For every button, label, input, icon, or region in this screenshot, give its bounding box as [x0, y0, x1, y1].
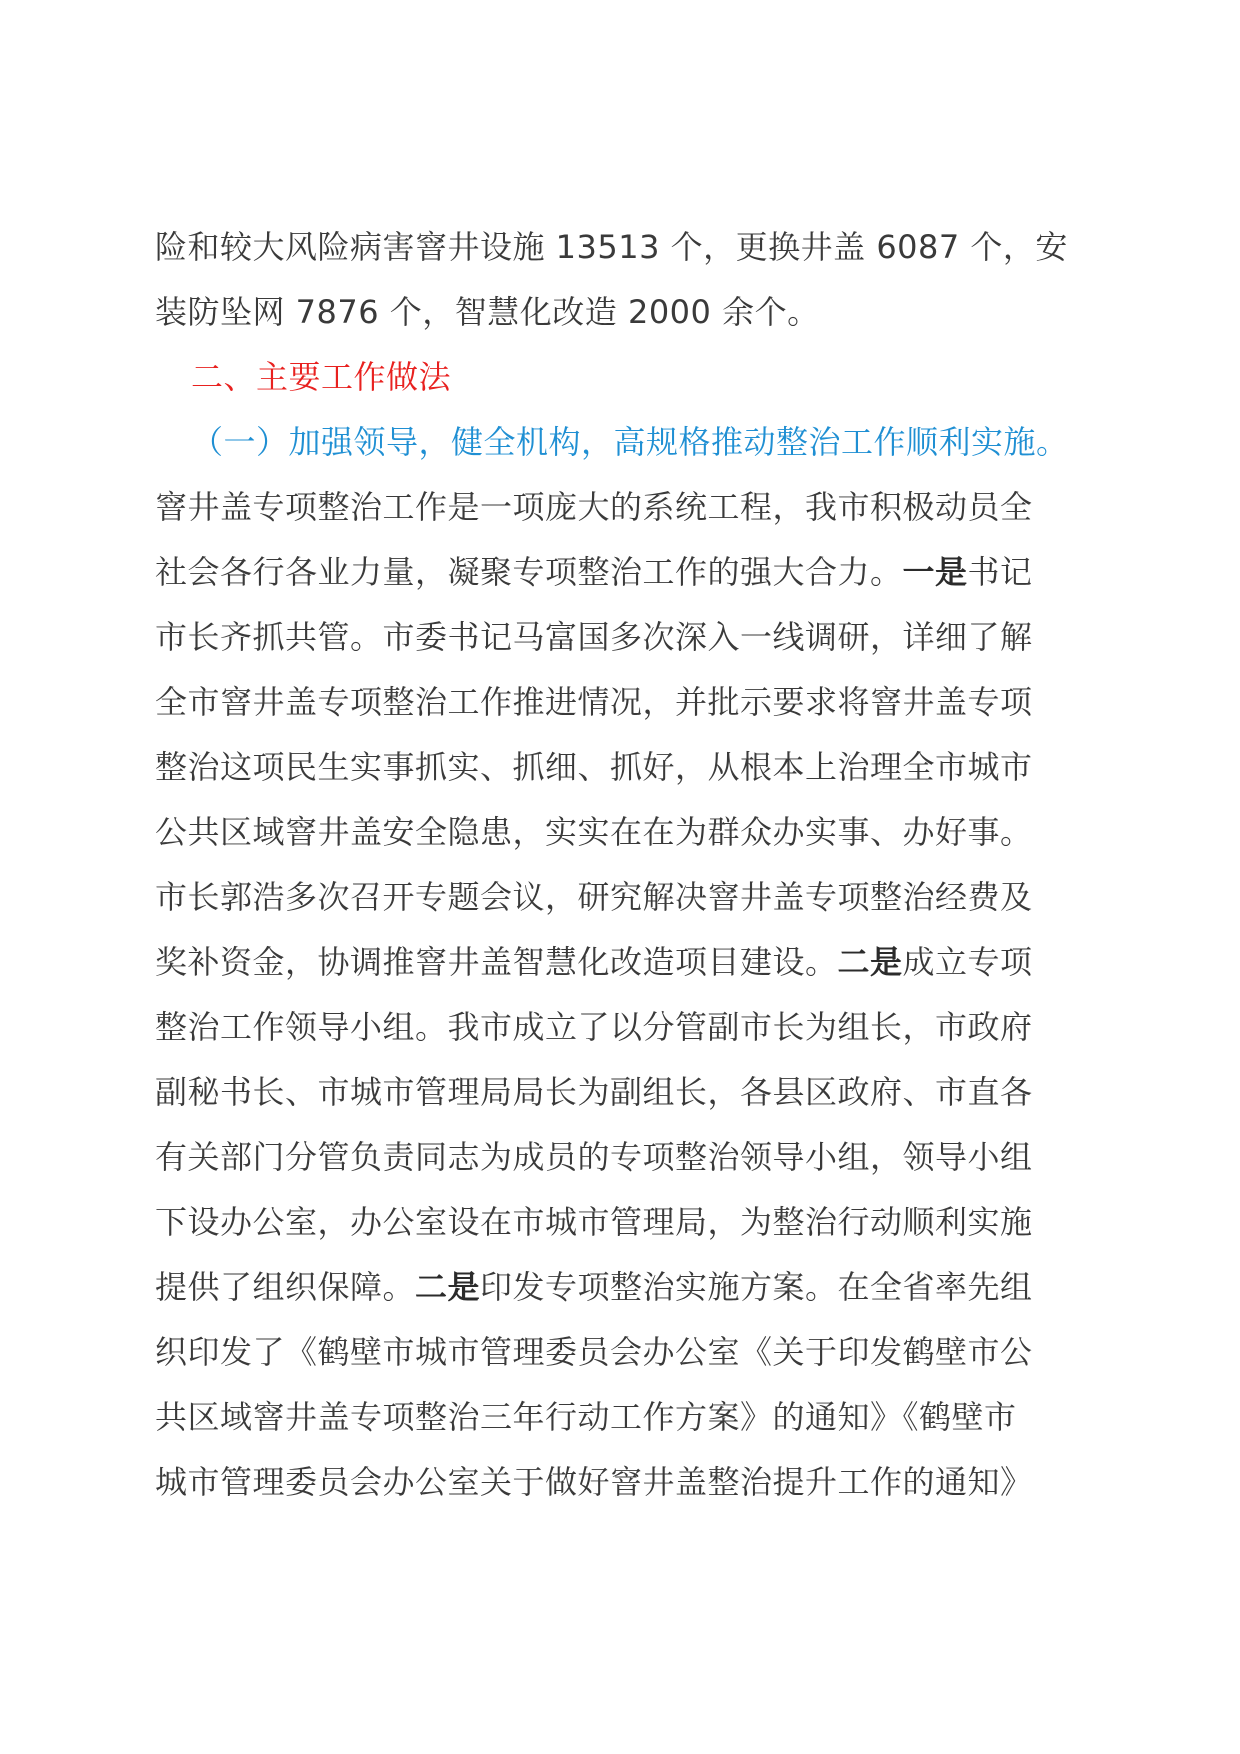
- body-text: 书记: [967, 553, 1033, 591]
- body-text: 社会各行各业力量，凝聚专项整治工作的强大合力。: [155, 553, 903, 591]
- body-text: 奖补资金，协调推窨井盖智慧化改造项目建设。: [155, 943, 838, 981]
- bold-marker-first: 一是: [902, 553, 968, 591]
- body-line-14: 织印发了《鹤壁市城市管理委员会办公室《关于印发鹤壁市公: [155, 1333, 1033, 1371]
- body-line-5: 整治这项民生实事抓实、抓细、抓好，从根本上治理全市城市: [155, 748, 1033, 786]
- subsection-heading: （一）加强领导，健全机构，高规格推动整治工作顺利实施。: [191, 423, 1069, 461]
- bold-marker-second: 二是: [837, 943, 903, 981]
- section-heading: 二、主要工作做法: [191, 358, 452, 396]
- body-line-10: 副秘书长、市城市管理局局长为副组长，各县区政府、市直各: [155, 1073, 1033, 1111]
- body-line-8: [155, 930, 1085, 995]
- body-text: 成立专项: [902, 943, 1033, 981]
- body-line-3: 市长齐抓共管。市委书记马富国多次深入一线调研，详细了解: [155, 618, 1033, 656]
- bold-marker-third: 二是: [415, 1268, 481, 1306]
- body-text: 印发专项整治实施方案。在全省率先组: [480, 1268, 1033, 1306]
- body-line-4: 全市窨井盖专项整治工作推进情况，并批示要求将窨井盖专项: [155, 683, 1033, 721]
- body-line-12: 下设办公室，办公室设在市城市管理局，为整治行动顺利实施: [155, 1203, 1033, 1241]
- intro-line-1: 险和较大风险病害窨井设施 13513 个，更换井盖 6087 个，安: [155, 228, 1068, 266]
- body-text: 提供了组织保障。: [155, 1268, 416, 1306]
- intro-line-2: 装防坠网 7876 个，智慧化改造 2000 余个。: [155, 293, 820, 331]
- body-line-6: 公共区域窨井盖安全隐患，实实在在为群众办实事、办好事。: [155, 813, 1033, 851]
- document-body: [155, 215, 1085, 1515]
- body-line-15: 共区域窨井盖专项整治三年行动工作方案》的通知》《鹤壁市: [155, 1398, 1017, 1436]
- body-line-16: 城市管理委员会办公室关于做好窨井盖整治提升工作的通知》: [155, 1463, 1033, 1501]
- body-line-2: [155, 540, 1085, 605]
- body-line-11: 有关部门分管负责同志为成员的专项整治领导小组，领导小组: [155, 1138, 1033, 1176]
- body-line-13: [155, 1255, 1085, 1320]
- body-line-9: 整治工作领导小组。我市成立了以分管副市长为组长，市政府: [155, 1008, 1033, 1046]
- body-line-1: 窨井盖专项整治工作是一项庞大的系统工程，我市积极动员全: [155, 488, 1033, 526]
- body-line-7: 市长郭浩多次召开专题会议，研究解决窨井盖专项整治经费及: [155, 878, 1033, 916]
